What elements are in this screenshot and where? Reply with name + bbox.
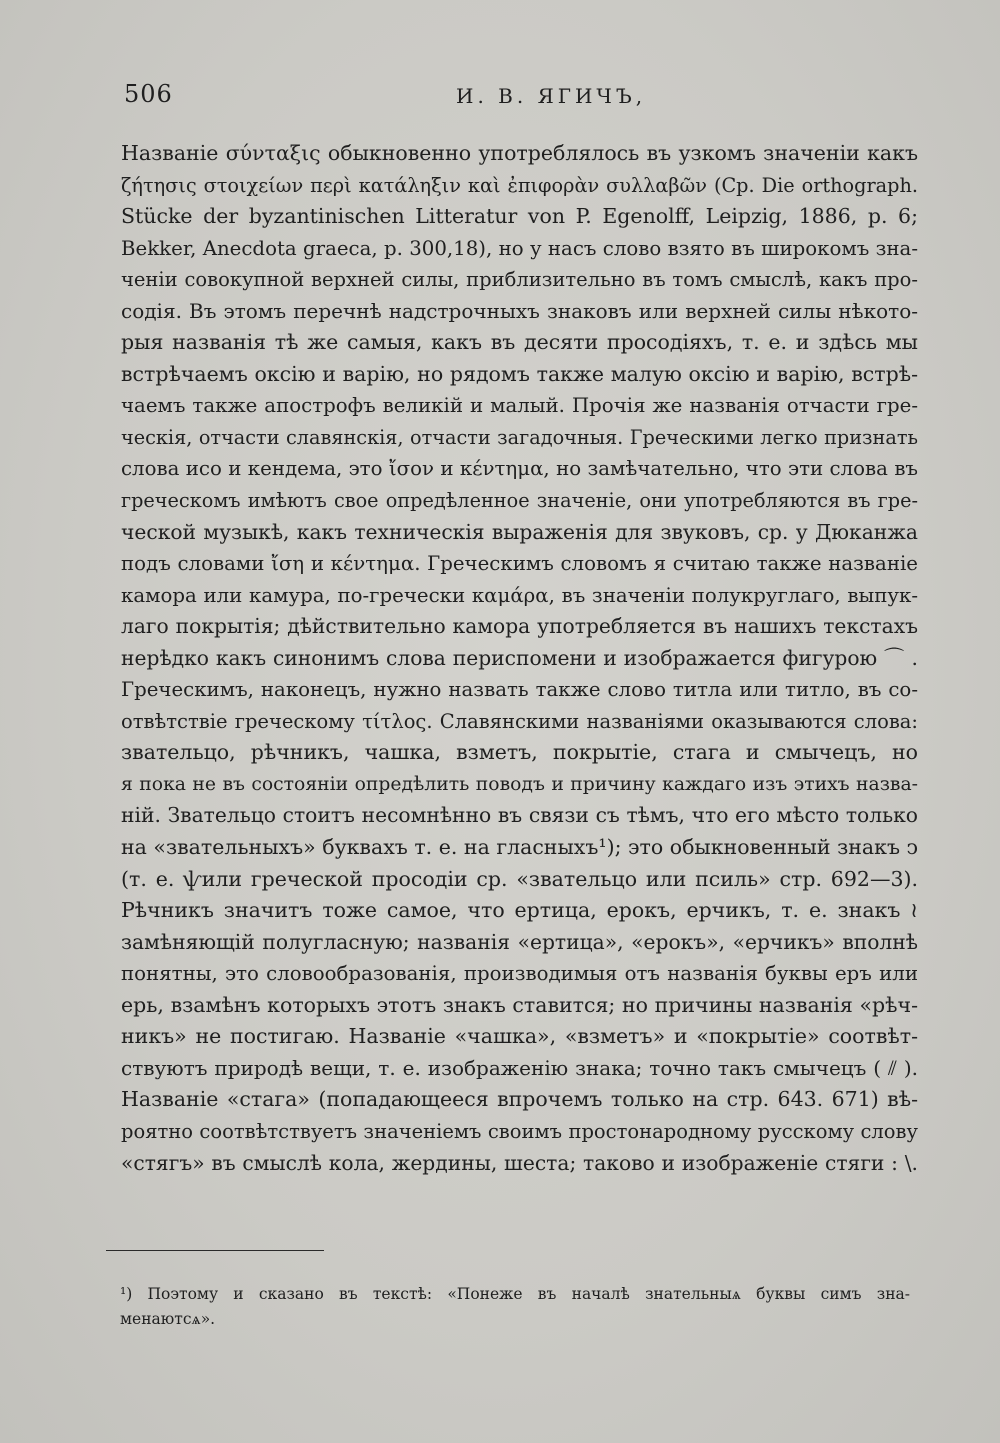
text-line: ній. Звательцо стоитъ несомнѣнно въ связи съ тѣмъ, что его мѣсто только <box>121 803 918 828</box>
text-line: отвѣтствіе греческому τίτλος. Славянскими названіями оказываются слова: <box>121 709 918 733</box>
text-line: замѣняющій полугласную; названія «ертица», «ерокъ», «ерчикъ» вполнѣ <box>121 929 918 954</box>
footnote-divider <box>106 1250 324 1251</box>
text-line: Bekker, Anecdota graeca, p. 300,18), но у насъ слово взято въ широкомъ зна- <box>121 236 918 260</box>
body-text <box>121 138 918 1179</box>
text-line: греческомъ имѣютъ свое опредѣленное значеніе, они употребляются въ гре- <box>121 489 918 513</box>
text-line: никъ» не постигаю. Названіе «чашка», «взметъ» и «покрытіе» соотвѣт- <box>121 1024 918 1049</box>
text-line: Рѣчникъ значитъ тоже самое, что ертица, ерокъ, ерчикъ, т. е. знакъ ≀ <box>121 898 918 923</box>
running-head: И. В. ЯГИЧЪ, <box>456 84 647 108</box>
footnote <box>120 1282 910 1332</box>
text-line: «стягъ» въ смыслѣ кола, жердины, шеста; таково и изображеніе стяги : \. <box>121 1150 918 1175</box>
text-line: я пока не въ состояніи опредѣлить поводъ и причину каждаго изъ этихъ назва- <box>121 773 918 795</box>
text-line: Греческимъ, наконецъ, нужно назвать также слово титла или титло, въ со- <box>121 678 918 702</box>
text-line: подъ словами ἴση и κέντημα. Греческимъ словомъ я считаю также названіе <box>121 552 918 576</box>
page-number: 506 <box>124 80 173 108</box>
text-line: камора или камура, по-гречески καμάρα, въ значеніи полукруглаго, выпук- <box>121 583 918 607</box>
footnote-line: ¹) Поэтому и сказано въ текстѣ: «Понеже въ началѣ знательныѧ буквы симъ зна- <box>120 1285 910 1303</box>
text-line: Stücke der byzantinischen Litteratur von P. Egenolff, Leipzig, 1886, p. 6; <box>121 204 918 229</box>
text-line: слова исо и кендема, это ἴσον и κέντημα, но замѣчательно, что эти слова въ <box>121 457 918 481</box>
text-line: ченіи совокупной верхней силы, приблизительно въ томъ смыслѣ, какъ про- <box>121 268 918 292</box>
text-line: рыя названія тѣ же самыя, какъ въ десяти просодіяхъ, т. е. и здѣсь мы <box>121 330 918 355</box>
text-line: нерѣдко какъ синонимъ слова периспомени и изображается фигурою ⌒ . <box>121 645 918 670</box>
text-line: ζήτησις στοιχείων περὶ κατάληξιν καὶ ἐπιφορὰν συλλαβῶν (Cp. Die orthograph. <box>121 173 918 197</box>
page-header <box>124 80 914 114</box>
text-line: ческія, отчасти славянскія, отчасти загадочныя. Греческими легко признать <box>121 425 918 449</box>
text-line: ческой музыкѣ, какъ техническія выраженія для звуковъ, ср. у Дюканжа <box>121 519 918 544</box>
text-line: лаго покрытія; дѣйствительно камора употребляется въ нашихъ текстахъ <box>121 614 918 639</box>
text-line: встрѣчаемъ оксію и варію, но рядомъ также малую оксію и варію, встрѣ- <box>121 361 918 386</box>
text-line: (т. е. ѱили греческой просодіи ср. «звательцо или псиль» стр. 692—3). <box>121 866 918 891</box>
text-line: ствуютъ природѣ вещи, т. е. изображенію знака; точно такъ смычецъ ( ⫽ ). <box>121 1055 918 1080</box>
text-line: на «звательныхъ» буквахъ т. е. на гласныхъ¹); это обыкновенный знакъ ͻ <box>121 835 918 860</box>
footnote-line: менаютсѧ». <box>120 1310 216 1328</box>
text-line: понятны, это словообразованія, производимыя отъ названія буквы еръ или <box>121 962 918 986</box>
text-line: Названіе «стага» (попадающееся впрочемъ только на стр. 643. 671) вѣ- <box>121 1087 918 1112</box>
text-line: содія. Въ этомъ перечнѣ надстрочныхъ знаковъ или верхней силы нѣкото- <box>121 298 918 323</box>
text-line: чаемъ также апострофъ великій и малый. Прочія же названія отчасти гре- <box>121 394 918 418</box>
text-line: Названіе σύνταξις обыкновенно употреблялось въ узкомъ значеніи какъ <box>121 141 918 165</box>
text-line: звательцо, рѣчникъ, чашка, взметъ, покрытіе, стага и смычецъ, но <box>121 740 918 765</box>
text-line: ерь, взамѣнъ которыхъ этотъ знакъ ставится; но причины названія «рѣч- <box>121 992 918 1017</box>
text-line: роятно соотвѣтствуетъ значеніемъ своимъ простонародному русскому слову <box>121 1119 918 1143</box>
